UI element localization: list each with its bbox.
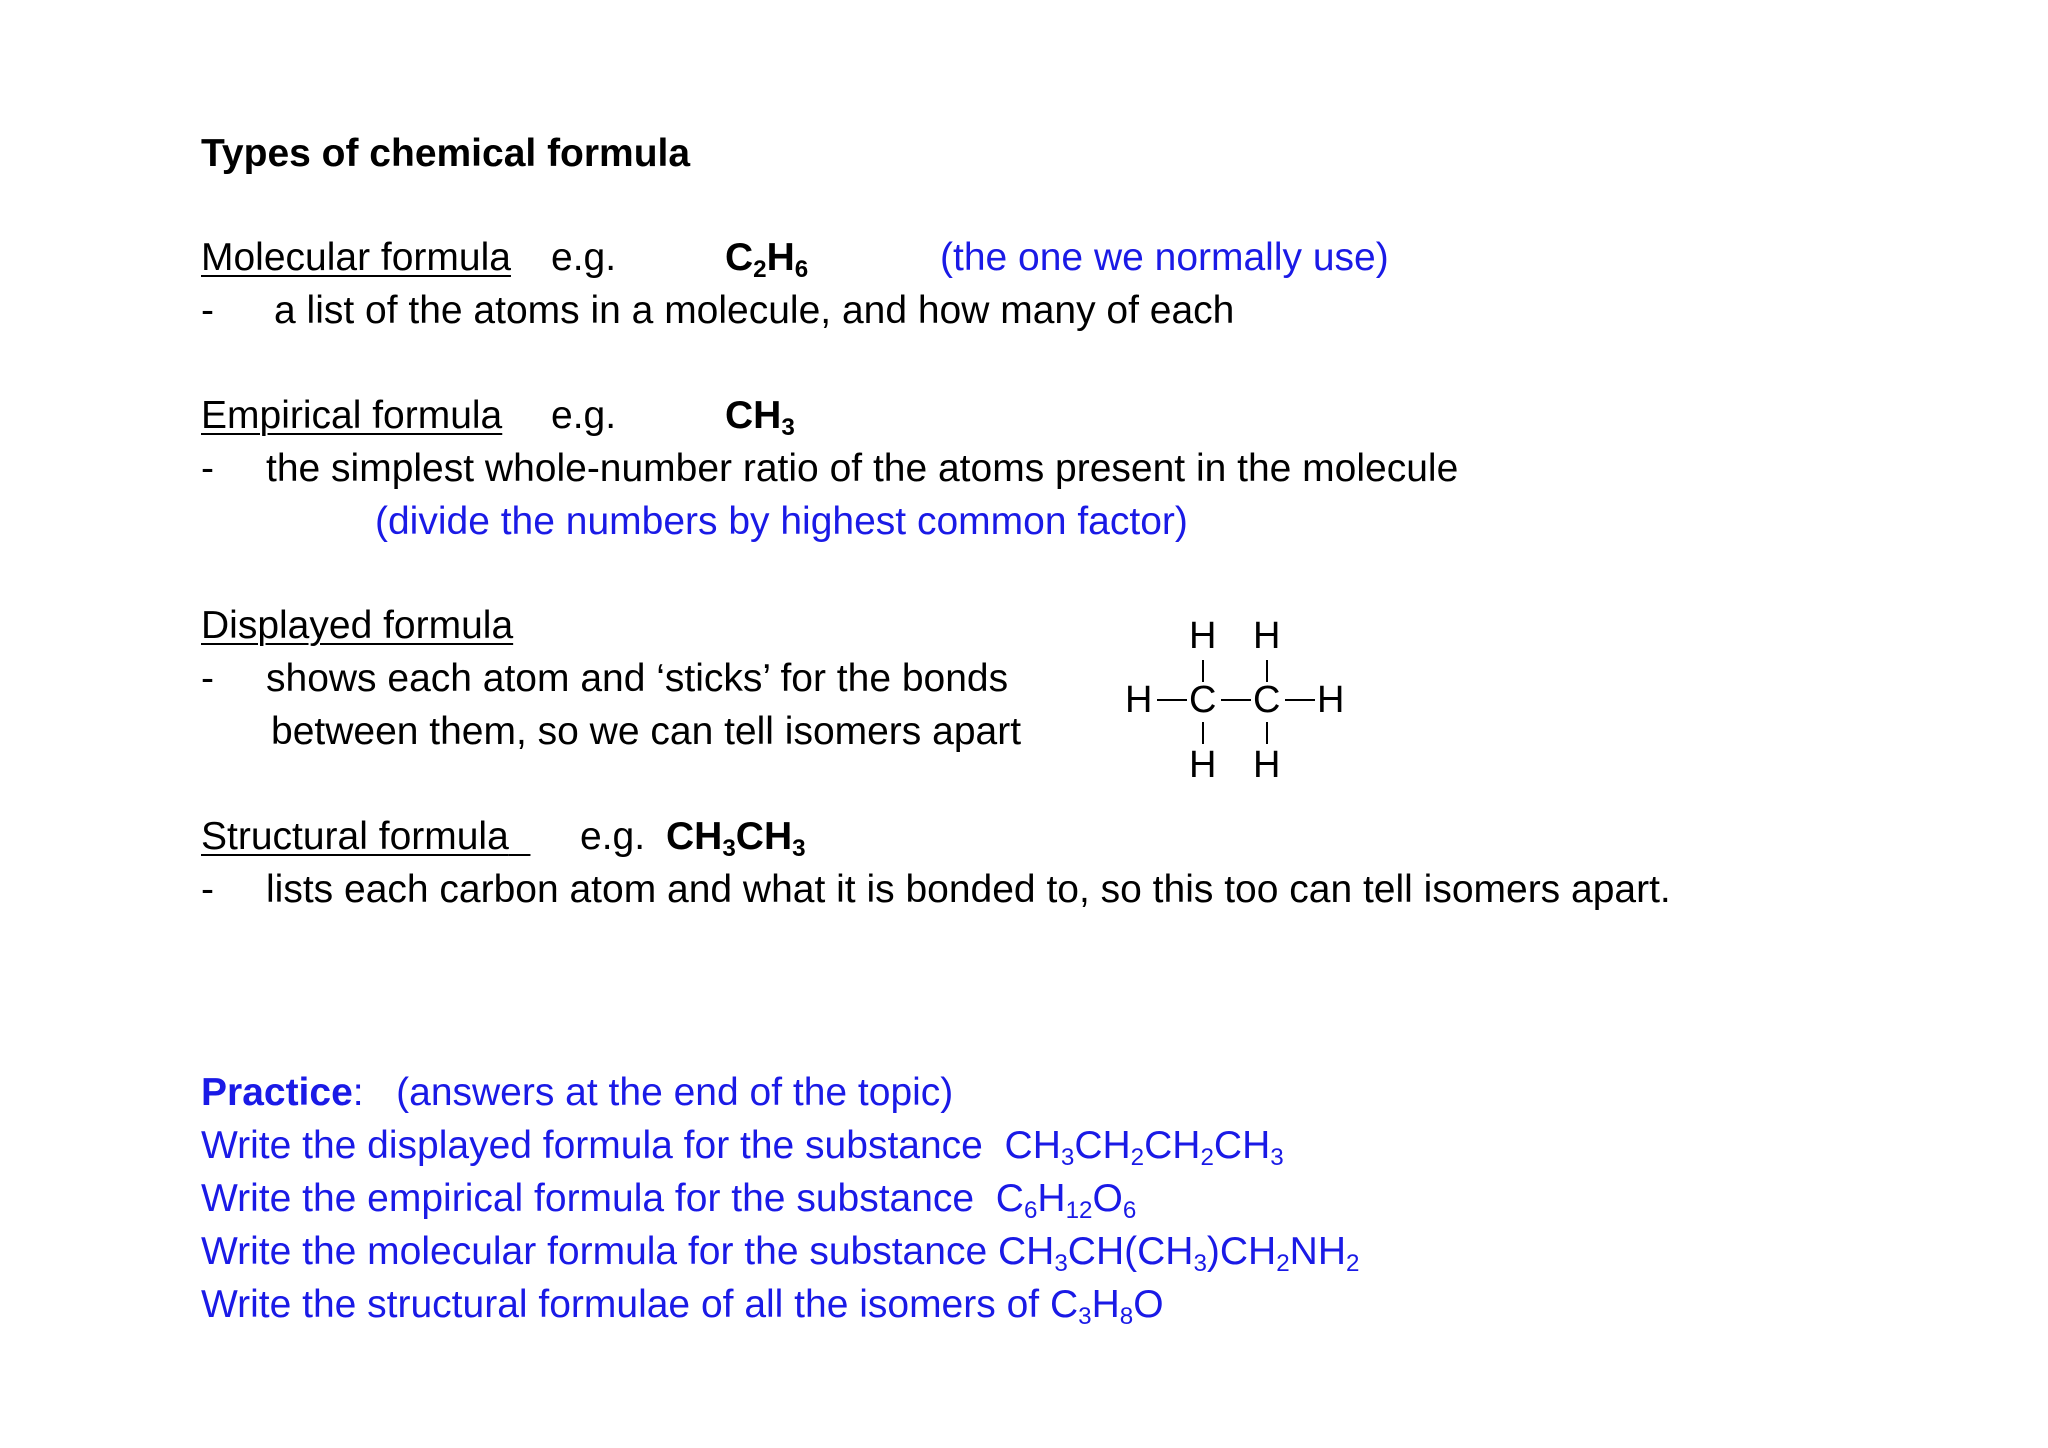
bond-c2-h (1285, 699, 1315, 701)
molecular-desc: a list of the atoms in a molecule, and how many of each (274, 289, 1235, 332)
atom-h-right: H (1317, 679, 1345, 721)
empirical-formula: $CH_3$ (725, 394, 795, 441)
displayed-desc-line2: between them, so we can tell isomers apart (271, 710, 1022, 753)
structural-heading: Structural formula (201, 815, 509, 858)
practice-header: Practice: (answers at the end of the topic) (201, 1071, 954, 1114)
practice-question-2: Write the empirical formula for the substance $C_6H_{12}O_6$ (201, 1177, 1137, 1224)
practice-question-4: Write the structural formulae of all the isomers of $C_3H_8O$ (201, 1283, 1164, 1330)
empirical-note: (divide the numbers by highest common factor) (375, 500, 1188, 543)
atom-h-bottom-right: H (1253, 744, 1281, 786)
structural-bullet: - (201, 868, 214, 911)
bond-c2-h-bottom (1266, 722, 1268, 744)
empirical-desc: the simplest whole-number ratio of the atoms present in the molecule (266, 447, 1459, 490)
bond-c1-c2 (1221, 699, 1251, 701)
atom-h-top-left: H (1189, 615, 1217, 657)
structural-desc: lists each carbon atom and what it is bonded to, so this too can tell isomers apart. (266, 868, 1671, 911)
empirical-bullet: - (201, 447, 214, 490)
structural-formula: $CH_3CH_3$ (666, 815, 806, 862)
molecular-heading: Molecular formula (201, 236, 511, 279)
atom-c2: C (1253, 679, 1281, 721)
molecular-note: (the one we normally use) (940, 236, 1389, 279)
molecular-formula: $C_2H_6$ (725, 236, 809, 283)
displayed-bullet: - (201, 657, 214, 700)
displayed-heading: Displayed formula (201, 604, 514, 647)
atom-h-top-right: H (1253, 615, 1281, 657)
molecular-eg: e.g. (551, 236, 617, 279)
empirical-heading: Empirical formula (201, 394, 503, 437)
practice-question-3: Write the molecular formula for the substance $CH_3CH(CH_3)CH_2NH_2$ (201, 1230, 1360, 1277)
structural-eg: e.g. (580, 815, 646, 858)
bond-h-c1 (1157, 699, 1187, 701)
page-title: Types of chemical formula (201, 132, 691, 175)
molecular-bullet: - (201, 289, 214, 332)
bond-c1-h-bottom (1202, 722, 1204, 744)
empirical-eg: e.g. (551, 394, 617, 437)
practice-question-1: Write the displayed formula for the substance $CH_3CH_2CH_2CH_3$ (201, 1124, 1284, 1171)
atom-h-bottom-left: H (1189, 744, 1217, 786)
atom-c1: C (1189, 679, 1217, 721)
displayed-desc-line1: shows each atom and ‘sticks’ for the bonds (266, 657, 1009, 700)
atom-h-left: H (1125, 679, 1153, 721)
